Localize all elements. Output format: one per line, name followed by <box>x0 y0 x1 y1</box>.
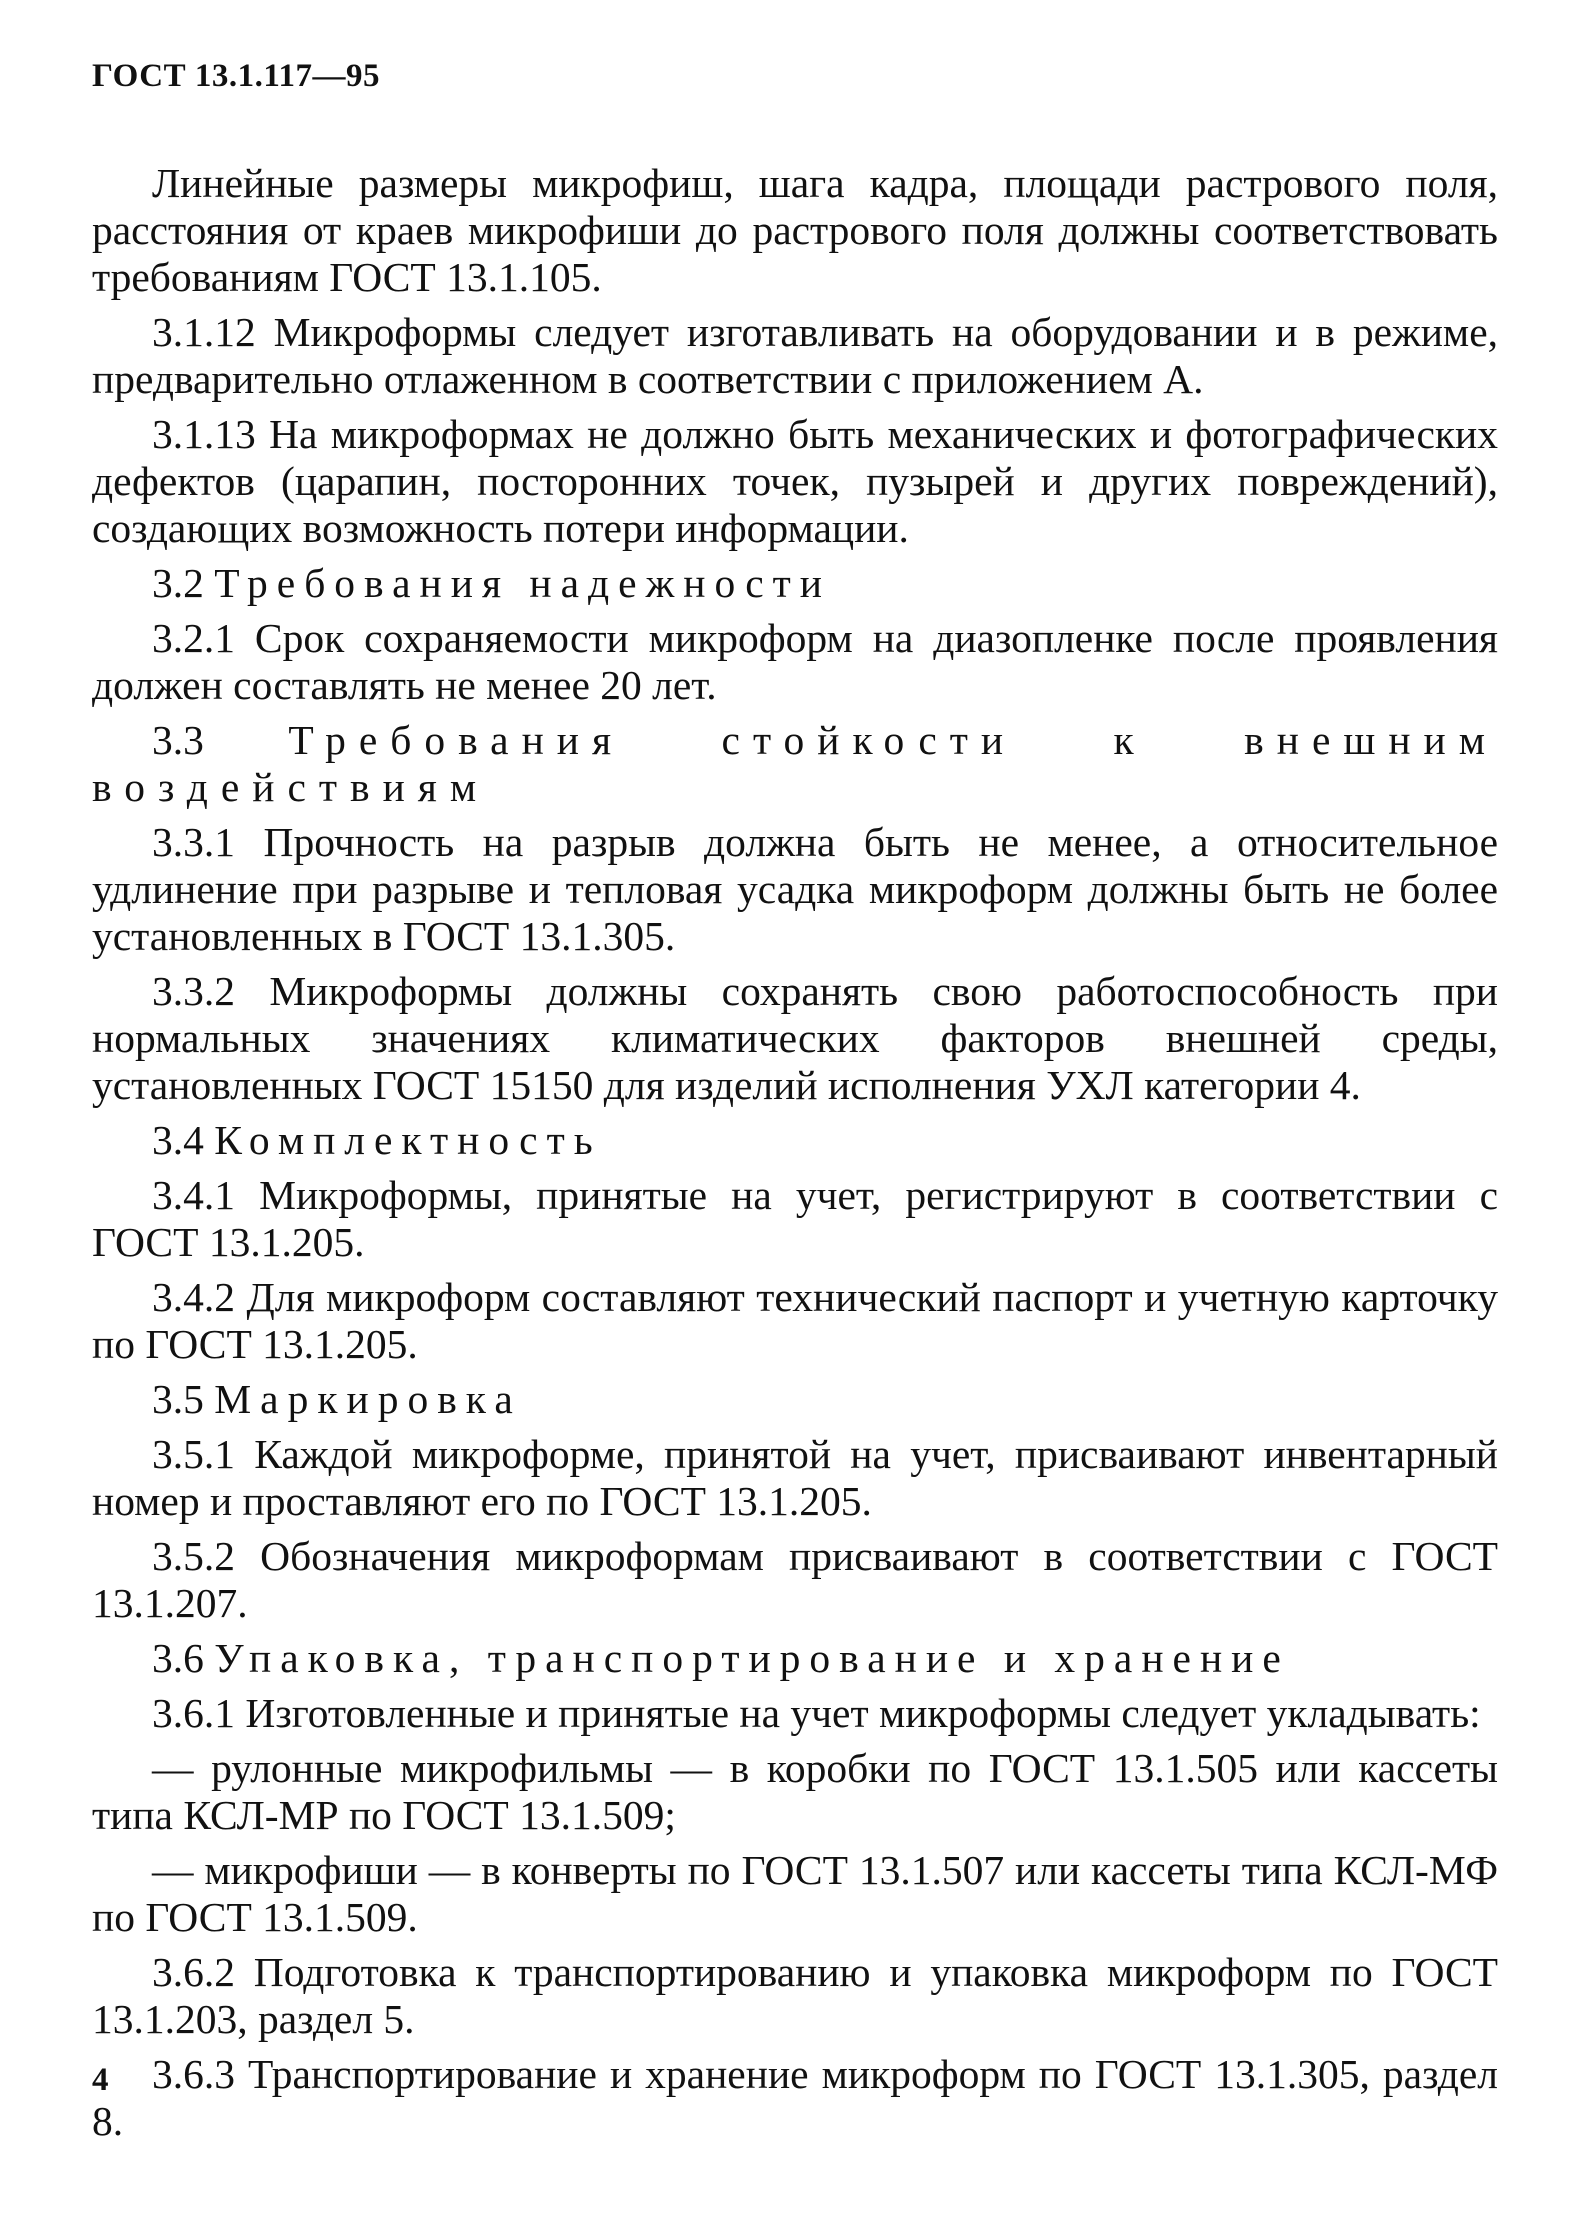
section-number: 3.4 <box>152 1117 204 1163</box>
list-item: — рулонные микрофильмы — в коробки по ГОСТ 13.1.505 или кассеты типа КСЛ-МР по ГОСТ 13.1.509; <box>92 1745 1498 1838</box>
document-header: ГОСТ 13.1.117—95 <box>92 58 381 94</box>
list-item: — микрофиши — в конверты по ГОСТ 13.1.507 или кассеты типа КСЛ-МФ по ГОСТ 13.1.509. <box>92 1847 1498 1940</box>
paragraph: 3.6.2 Подготовка к транспортированию и упаковка микроформ по ГОСТ 13.1.203, раздел 5. <box>92 1949 1498 2042</box>
section-heading-3-5 <box>92 1376 1498 1423</box>
page-number: 4 <box>92 2062 109 2098</box>
section-title: Требования стойкости к внешним воздействиям <box>92 717 1498 810</box>
paragraph: Линейные размеры микрофиш, шага кадра, площади растрового поля, расстояния от краев микрофиши до растрового поля должны соответствовать требованиям ГОСТ 13.1.105. <box>92 160 1498 300</box>
section-title: Упаковка, транспортирование и хранение <box>214 1635 1290 1681</box>
paragraph: 3.3.2 Микроформы должны сохранять свою работоспособность при нормальных значениях климатических факторов внешней среды, установленных ГОСТ 15150 для изделий исполнения УХЛ категории 4. <box>92 968 1498 1108</box>
section-title: Маркировка <box>214 1376 522 1422</box>
paragraph: 3.6.3 Транспортирование и хранение микроформ по ГОСТ 13.1.305, раздел 8. <box>92 2051 1498 2144</box>
paragraph: 3.2.1 Срок сохраняемости микроформ на диазопленке после проявления должен составлять не менее 20 лет. <box>92 615 1498 708</box>
section-number: 3.5 <box>152 1376 204 1422</box>
paragraph: 3.1.12 Микроформы следует изготавливать на оборудовании и в режиме, предварительно отлаженном в соответствии с приложением А. <box>92 309 1498 402</box>
section-title: Требования надежности <box>214 560 831 606</box>
section-heading-3-6 <box>92 1635 1498 1682</box>
section-title: Комплектность <box>214 1117 602 1163</box>
document-body <box>92 160 1498 2153</box>
paragraph: 3.1.13 На микроформах не должно быть механических и фотографических дефектов (царапин, посторонних точек, пузырей и других повреждений), создающих возможность потери информации. <box>92 411 1498 551</box>
paragraph: 3.4.2 Для микроформ составляют технический паспорт и учетную карточку по ГОСТ 13.1.205. <box>92 1274 1498 1367</box>
paragraph: 3.5.1 Каждой микроформе, принятой на учет, присваивают инвентарный номер и проставляют его по ГОСТ 13.1.205. <box>92 1431 1498 1524</box>
paragraph: 3.4.1 Микроформы, принятые на учет, регистрируют в соответствии с ГОСТ 13.1.205. <box>92 1172 1498 1265</box>
section-number: 3.6 <box>152 1635 204 1681</box>
section-heading-3-3 <box>92 717 1498 811</box>
paragraph: 3.3.1 Прочность на разрыв должна быть не менее, а относительное удлинение при разрыве и тепловая усадка микроформ должны быть не более установленных в ГОСТ 13.1.305. <box>92 819 1498 959</box>
paragraph: 3.6.1 Изготовленные и принятые на учет микроформы следует укладывать: <box>152 1690 1481 1736</box>
section-number: 3.2 <box>152 560 204 606</box>
section-number: 3.3 <box>152 717 204 763</box>
section-heading-3-4 <box>92 1117 1498 1164</box>
section-heading-3-2 <box>92 560 1498 607</box>
paragraph: 3.5.2 Обозначения микроформам присваивают в соответствии с ГОСТ 13.1.207. <box>92 1533 1498 1626</box>
